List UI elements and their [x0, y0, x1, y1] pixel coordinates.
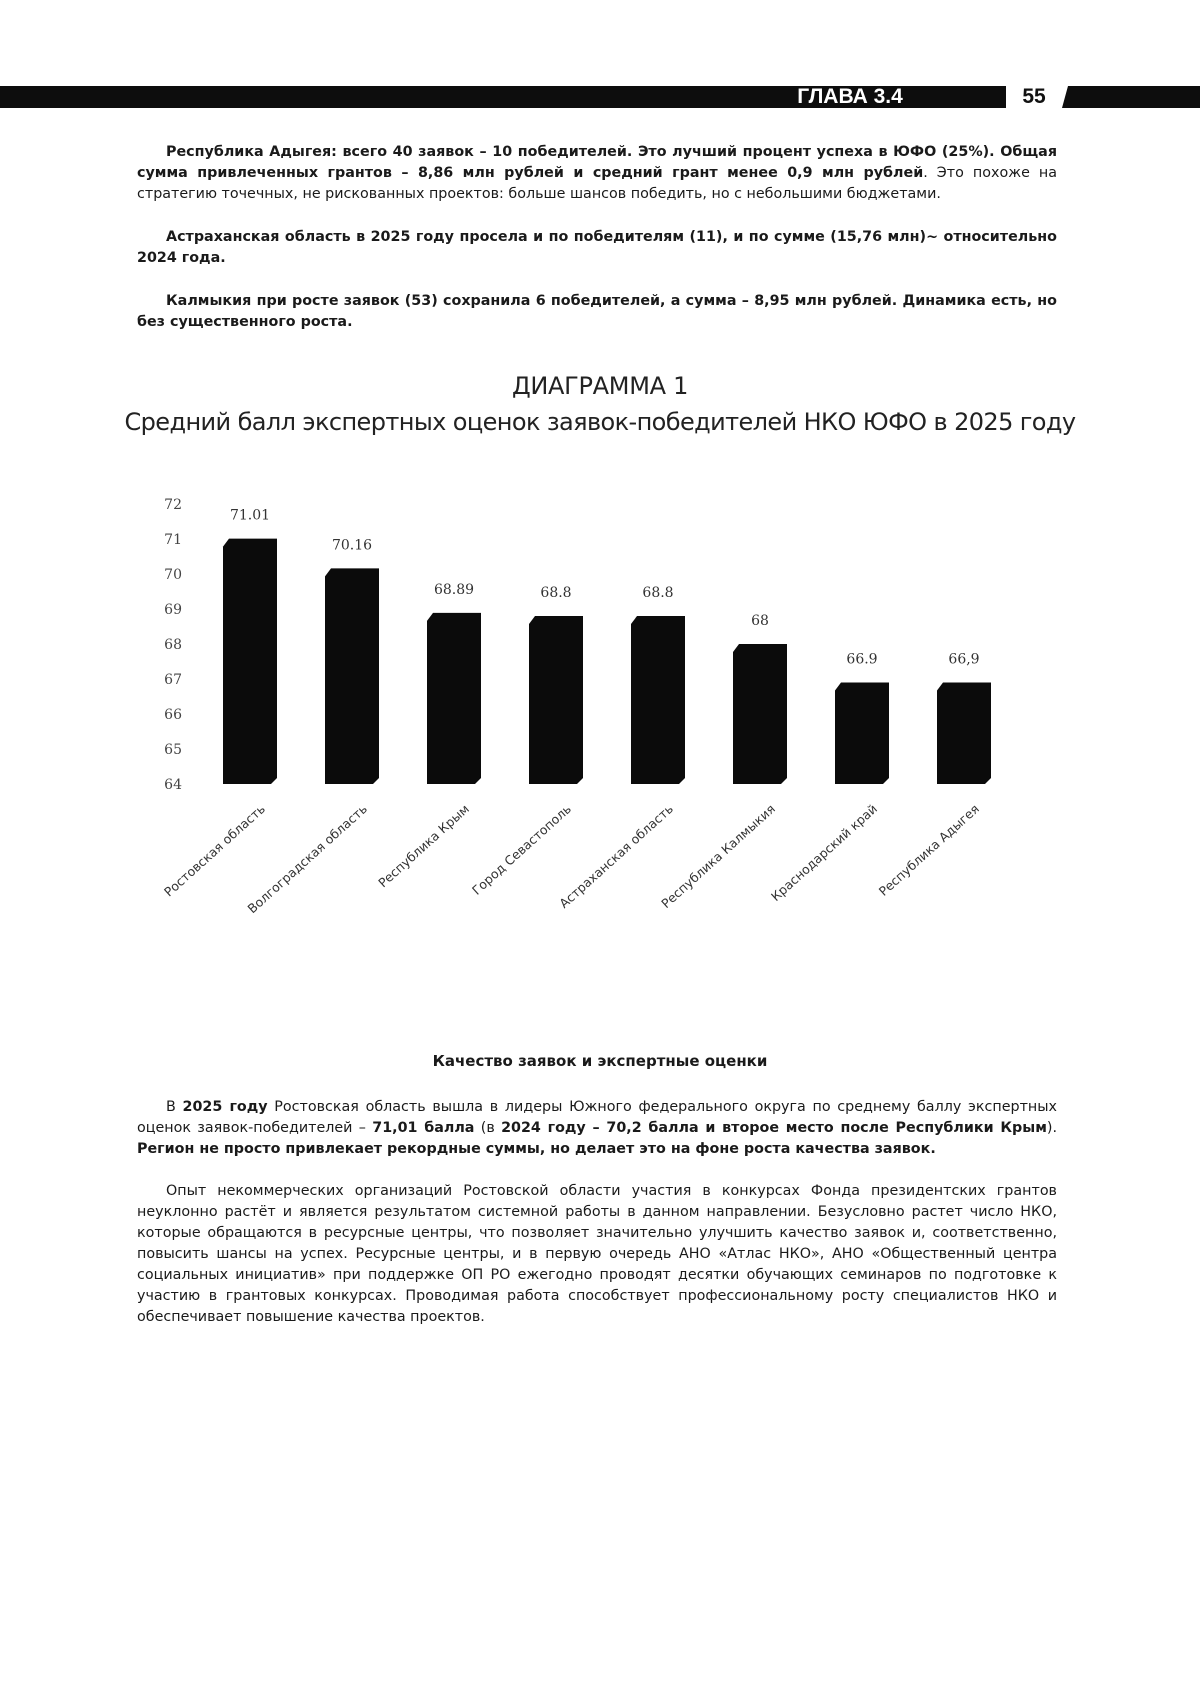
data-label: 68 — [751, 613, 769, 629]
experience-text: Опыт некоммерческих организаций Ростовской области участия в конкурсах Фонда президентских грантов неуклонно растёт и является результатом системной работы в данном направлении. Безусловно растет число НКО, которые обращаются в ресурсные центры, что позволяет значительно улучшить качество заявок и, соответственно, повысить шансы на успех. Ресурсные центры, и в первую очередь АНО «Атлас НКО», АНО «Общественный центра социальных инициатив» при поддержке ОП РО ежегодно проводят десятки обучающих семинаров по подготовке к участию в грантовых конкурсах. Проводимая работа способствует профессиональному росту специалистов НКО и обеспечивает повышение качества проектов. — [137, 1183, 1057, 1325]
paragraph-adygea-text: . Это похоже на стратегию точечных, не рискованных проектов: больше шансов победить, но с небольшими бюджетами. — [137, 165, 1057, 202]
chart-bar — [223, 539, 277, 784]
data-label: 68.89 — [433, 581, 475, 598]
data-label: 66,9 — [948, 651, 980, 668]
paragraph-astrakhan-bold: Астраханская область в 2025 году просела и по победителям (11), и по сумме (15,76 млн)~ относительно 2024 года. — [137, 229, 1057, 266]
paragraph-quality — [137, 1097, 1057, 1160]
chapter-header — [0, 86, 1200, 108]
paragraph-astrakhan — [137, 227, 1057, 269]
quality-bold-4: Регион не просто привлекает рекордные суммы, но делает это на фоне роста качества заявок. — [137, 1141, 936, 1157]
category-label: Краснодарский край — [767, 801, 881, 905]
chart-bar — [529, 616, 583, 784]
quality-bold-2: 71,01 балла — [372, 1120, 475, 1136]
category-label: Республика Калмыкия — [658, 801, 779, 912]
header-band-right — [1062, 86, 1200, 108]
data-label: 68.8 — [642, 585, 674, 601]
category-label: Республика Адыгея — [875, 801, 983, 899]
page-number: 55 — [1022, 85, 1046, 108]
category-label: Ростовская область — [161, 801, 269, 900]
quality-bold-3: 2024 году – 70,2 балла и второе место после Республики Крым — [501, 1120, 1047, 1136]
category-label: Волгоградская область — [244, 801, 371, 917]
chart-bar — [733, 644, 787, 784]
chart-bar — [427, 613, 481, 784]
data-label: 66.9 — [846, 651, 878, 668]
data-label: 70.16 — [331, 537, 373, 554]
bar-chart — [130, 480, 1050, 950]
y-tick-label: 64 — [164, 777, 182, 793]
quality-bold-1: 2025 году — [182, 1099, 268, 1115]
diagram-label: ДИАГРАММА 1 — [511, 372, 689, 400]
y-tick-label: 65 — [164, 742, 182, 758]
chapter-label: ГЛАВА 3.4 — [797, 85, 903, 108]
quality-text-1: В — [166, 1099, 183, 1115]
quality-text-4: ). — [1046, 1120, 1057, 1136]
paragraph-adygea — [137, 142, 1057, 205]
quality-text-3: (в — [474, 1120, 502, 1136]
y-tick-label: 66 — [164, 707, 182, 723]
chart-bar — [937, 683, 991, 785]
chart-bar — [631, 616, 685, 784]
data-label: 68.8 — [540, 585, 572, 601]
y-tick-label: 71 — [164, 532, 182, 548]
paragraph-adygea-bold: Республика Адыгея: всего 40 заявок – 10 победителей. Это лучший процент успеха в ЮФО (25%). Общая сумма привлеченных грантов – 8,86 млн рублей и средний грант менее 0,9 млн рублей — [137, 144, 1057, 181]
diagram-title: Средний балл экспертных оценок заявок-победителей НКО ЮФО в 2025 году — [124, 408, 1076, 436]
paragraph-kalmykia — [137, 291, 1057, 333]
y-tick-label: 67 — [164, 672, 182, 688]
chart-bar — [835, 683, 889, 785]
category-label: Республика Крым — [375, 801, 473, 891]
category-label: Астраханская область — [556, 801, 677, 912]
y-tick-label: 68 — [164, 637, 182, 653]
category-label: Город Севастополь — [468, 801, 575, 898]
y-tick-label: 69 — [164, 602, 182, 618]
y-tick-label: 70 — [164, 567, 182, 583]
section-heading: Качество заявок и экспертные оценки — [432, 1052, 768, 1070]
quality-text-2: Ростовская область вышла в лидеры Южного федерального округа по среднему баллу экспертных оценок заявок-победителей – — [137, 1099, 1057, 1136]
y-tick-label: 72 — [164, 497, 182, 513]
paragraph-experience — [137, 1181, 1057, 1328]
chart-bar — [325, 568, 379, 784]
paragraph-kalmykia-bold: Калмыкия при росте заявок (53) сохранила 6 победителей, а сумма – 8,95 млн рублей. Динамика есть, но без существенного роста. — [137, 293, 1057, 330]
data-label: 71.01 — [229, 507, 271, 524]
